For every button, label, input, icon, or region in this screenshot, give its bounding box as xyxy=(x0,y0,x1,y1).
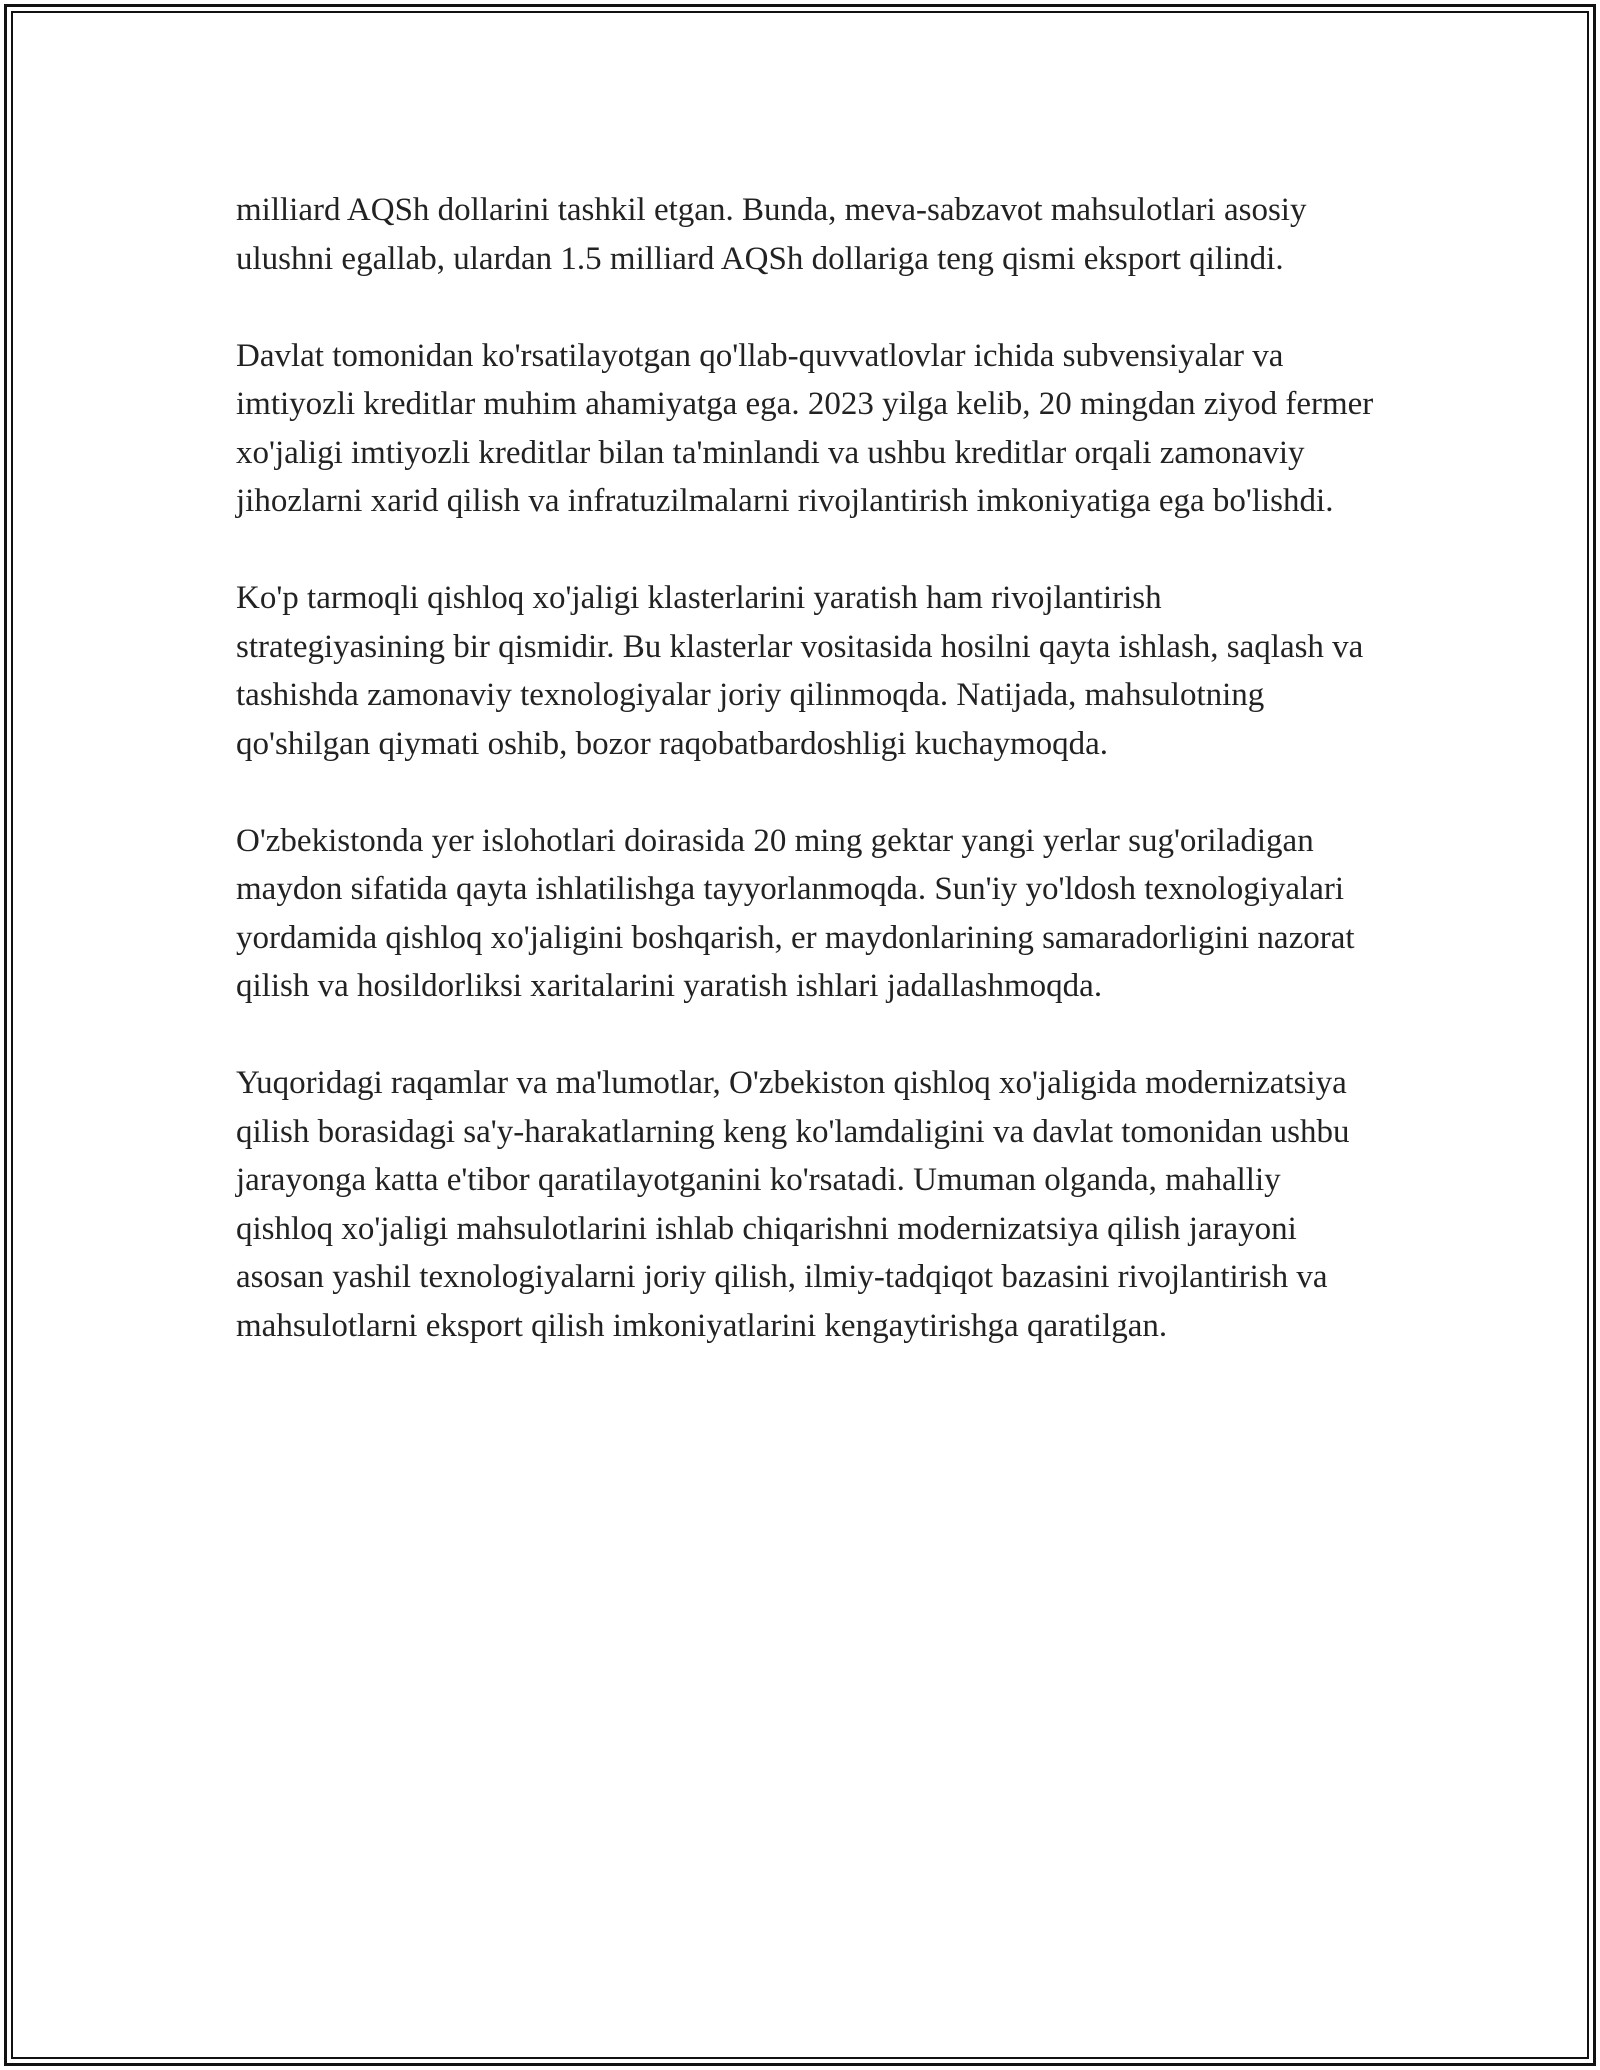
paragraph-4: O'zbekistonda yer islohotlari doirasida 20 ming gektar yangi yerlar sug'oriladigan maydon sifatida qayta ishlatilishga tayyorlanmoqda. Sun'iy yo'ldosh texnologiyalari yordamida qishloq xo'jaligini boshqarish, er maydonlarining samaradorligini nazorat qilish va hosildorliksi xaritalarini yaratish ishlari jadallashmoqda. xyxy=(236,822,1355,1004)
paragraph-5: Yuqoridagi raqamlar va ma'lumotlar, O'zbekiston qishloq xo'jaligida modernizatsiya qilish borasidagi sa'y-harakatlarning keng ko'lamdaligini va davlat tomonidan ushbu jarayonga katta e'tibor qaratilayotganini ko'rsatadi. Umuman olganda, mahalliy qishloq xo'jaligi mahsulotlarini ishlab chiqarishni modernizatsiya qilish jarayoni asosan yashil texnologiyalarni joriy qilish, ilmiy-tadqiqot bazasini rivojlantirish va mahsulotlarni eksport qilish imkoniyatlarini kengaytirishga qaratilgan. xyxy=(236,1065,1350,1344)
paragraph-3: Ko'p tarmoqli qishloq xo'jaligi klasterlarini yaratish ham rivojlantirish strategiyasining bir qismidir. Bu klasterlar vositasida hosilni qayta ishlash, saqlash va tashishda zamonaviy texnologiyalar joriy qilinmoqda. Natijada, mahsulotning qo'shilgan qiymati oshib, bozor raqobatbardoshligi kuchaymoqda. xyxy=(236,580,1364,762)
document-body xyxy=(236,186,1376,1350)
paragraph-2: Davlat tomonidan ko'rsatilayotgan qo'llab-quvvatlovlar ichida subvensiyalar va imtiyozli kreditlar muhim ahamiyatga ega. 2023 yilga kelib, 20 mingdan ziyod fermer xo'jaligi imtiyozli kreditlar bilan ta'minlandi va ushbu kreditlar orqali zamonaviy jihozlarni xarid qilish va infratuzilmalarni rivojlantirish imkoniyatiga ega bo'lishdi. xyxy=(236,337,1374,519)
paragraph-1: milliard AQSh dollarini tashkil etgan. Bunda, meva-sabzavot mahsulotlari asosiy ulushni egallab, ulardan 1.5 milliard AQSh dollariga teng qismi eksport qilindi. xyxy=(236,192,1307,277)
